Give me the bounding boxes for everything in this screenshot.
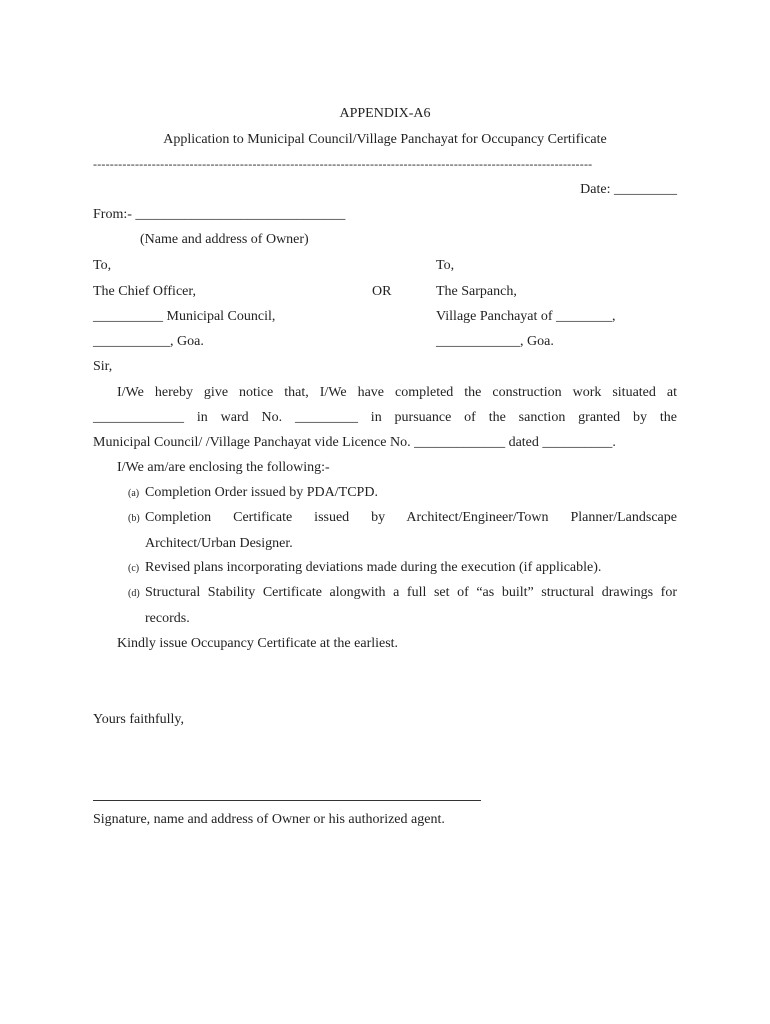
list-text: Structural Stability Certificate alongwith a full set of “as built” structural drawings for: [145, 585, 677, 600]
signature-caption: Signature, name and address of Owner or his authorized agent.: [93, 812, 445, 827]
from-field: From:- ______________________________: [93, 207, 346, 222]
from-note: (Name and address of Owner): [140, 232, 309, 247]
list-marker: (b): [128, 513, 140, 524]
chief-officer-label: The Chief Officer,: [93, 284, 196, 299]
salutation: Sir,: [93, 359, 113, 374]
right-goa-field: ____________, Goa.: [436, 334, 554, 349]
list-text-continued: records.: [145, 611, 190, 626]
list-text: Completion Certificate issued by Architect/Engineer/Town Planner/Landscape: [145, 510, 677, 525]
closing-text: Yours faithfully,: [93, 712, 185, 727]
notice-line-1: I/We hereby give notice that, I/We have completed the construction work situated at: [117, 385, 677, 400]
left-to-label: To,: [93, 258, 112, 273]
municipal-council-field: __________ Municipal Council,: [93, 309, 276, 324]
right-to-label: To,: [436, 258, 455, 273]
list-text: Revised plans incorporating deviations made during the execution (if applicable).: [145, 560, 602, 575]
document-title: Application to Municipal Council/Village Panchayat for Occupancy Certificate: [163, 132, 607, 147]
enclosing-intro: I/We am/are enclosing the following:-: [117, 460, 330, 475]
list-marker: (c): [128, 563, 140, 574]
left-goa-field: ___________, Goa.: [93, 334, 204, 349]
village-panchayat-field: Village Panchayat of ________,: [436, 309, 616, 324]
list-text-continued: Architect/Urban Designer.: [145, 536, 293, 551]
notice-line-2: _____________ in ward No. _________ in pursuance of the sanction granted by the: [93, 410, 677, 425]
notice-line-3: Municipal Council/ /Village Panchayat vide Licence No. _____________ dated __________.: [93, 435, 616, 450]
list-marker: (a): [128, 488, 140, 499]
or-separator: OR: [372, 284, 392, 299]
list-text: Completion Order issued by PDA/TCPD.: [145, 485, 378, 500]
sarpanch-label: The Sarpanch,: [436, 284, 517, 299]
request-text: Kindly issue Occupancy Certificate at the earliest.: [117, 636, 399, 651]
list-marker: (d): [128, 588, 140, 599]
appendix-heading: APPENDIX-A6: [339, 106, 431, 121]
signature-line: [93, 800, 481, 801]
dashed-divider: -----------------------------------------------------------------------------------------------------------------------: [93, 157, 593, 171]
date-field: Date: _________: [580, 182, 677, 197]
